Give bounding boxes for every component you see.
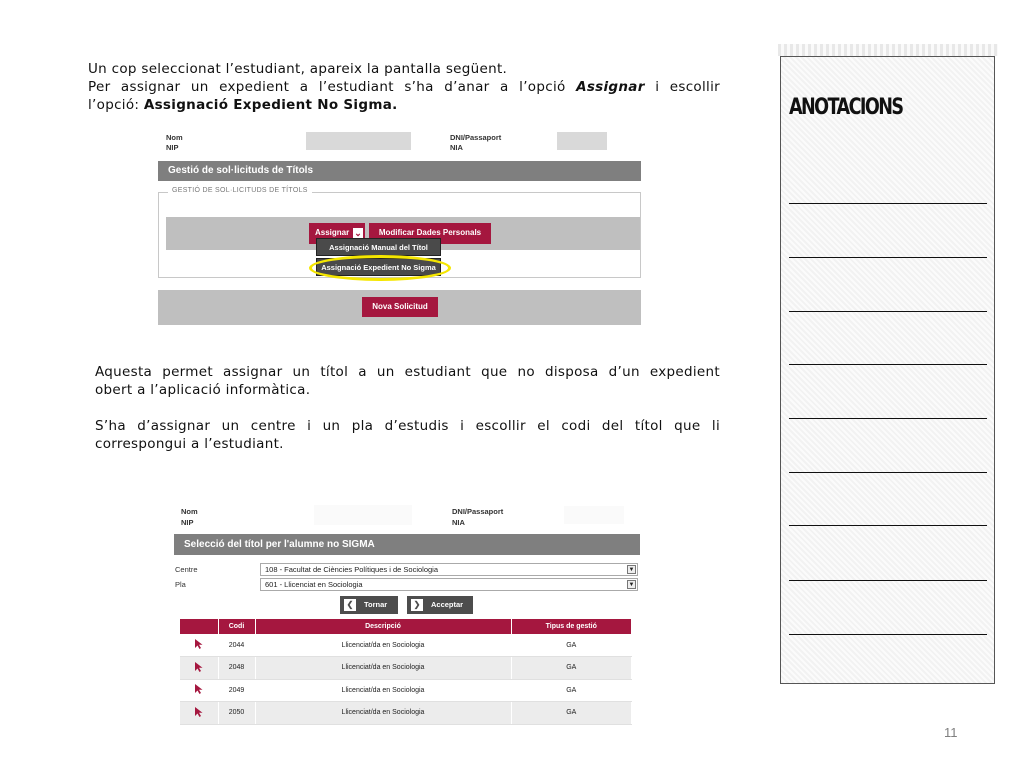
nia-label-2: NIA	[452, 518, 465, 527]
codi-cell: 2049	[218, 679, 255, 702]
descripcio-cell: Llicenciat/da en Sociologia	[255, 634, 511, 657]
highlight-ellipse	[309, 255, 451, 281]
notes-top-edge	[778, 44, 998, 56]
body-paragraph-2	[95, 417, 720, 453]
dni-value-box	[557, 132, 607, 150]
descripcio-cell: Llicenciat/da en Sociologia	[255, 657, 511, 680]
body-p1-line-2: obert a l’aplicació informàtica.	[95, 382, 311, 398]
nip-label: NIP	[166, 143, 179, 152]
column-codi: Codi	[218, 619, 255, 634]
anotacions-title: ANOTACIONS	[789, 95, 903, 120]
dni-label-2: DNI/Passaport	[452, 507, 504, 516]
table-row[interactable]	[180, 679, 632, 702]
pla-select[interactable]	[260, 578, 638, 591]
nia-label: NIA	[450, 143, 463, 152]
nom-value-box	[306, 132, 411, 150]
body-p1-line-1: Aquesta permet assignar un títol a un estudiant que no disposa d’un expedient	[95, 364, 720, 380]
codi-cell: 2048	[218, 657, 255, 680]
fieldset-legend: GESTIÓ DE SOL·LICITUDS DE TÍTOLS	[168, 187, 312, 194]
table-header	[180, 619, 632, 634]
tornar-label: Tornar	[364, 600, 388, 609]
table-row[interactable]	[180, 634, 632, 657]
section-title-bar: Gestió de sol·licituds de Títols	[158, 161, 641, 181]
codi-cell: 2044	[218, 634, 255, 657]
pla-label: Pla	[175, 580, 186, 589]
dropdown-arrow-icon[interactable]: ▼	[628, 582, 635, 588]
tipus-cell: GA	[511, 679, 632, 702]
screenshot-seleccio-titol	[174, 504, 640, 724]
forward-arrow-icon: ❯	[411, 599, 423, 611]
table-row[interactable]	[180, 657, 632, 680]
tipus-cell: GA	[511, 634, 632, 657]
nip-label-2: NIP	[181, 518, 194, 527]
nova-solicitud-button[interactable]: Nova Solicitud	[362, 297, 438, 317]
note-line	[789, 525, 987, 526]
pla-value: 601 - Llicenciat en Sociologia	[265, 580, 363, 589]
centre-label: Centre	[175, 565, 198, 574]
centre-value: 108 - Facultat de Ciències Polítiques i de Sociologia	[265, 565, 439, 574]
select-column-header	[180, 619, 218, 634]
column-descripcio: Descripció	[255, 619, 511, 634]
intro-paragraph	[88, 60, 720, 114]
pointer-icon[interactable]	[195, 662, 203, 672]
select-row-cell[interactable]	[180, 657, 218, 680]
assignar-label: Assignar	[315, 228, 350, 237]
body-p2-line-1: S’ha d’assignar un centre i un pla d’estudis i escollir el codi del títol que li	[95, 418, 720, 434]
acceptar-label: Acceptar	[431, 600, 464, 609]
body-p2-line-2: correspongui a l’estudiant.	[95, 436, 284, 452]
note-line	[789, 203, 987, 204]
menu-assignacio-no-sigma[interactable]: Assignació Expedient No Sigma	[316, 258, 441, 276]
note-line	[789, 472, 987, 473]
menu-assignacio-manual[interactable]: Assignació Manual del Títol	[316, 238, 441, 256]
tipus-cell: GA	[511, 702, 632, 725]
anotacions-panel	[780, 56, 995, 684]
nom-value-box-2	[314, 505, 412, 525]
note-line	[789, 257, 987, 258]
note-line	[789, 418, 987, 419]
modificar-dades-button[interactable]: Modificar Dades Personals	[369, 223, 491, 244]
back-arrow-icon: ❮	[344, 599, 356, 611]
acceptar-button[interactable]	[407, 596, 473, 614]
descripcio-cell: Llicenciat/da en Sociologia	[255, 702, 511, 725]
body-paragraph-1	[95, 363, 720, 399]
dni-value-box-2	[564, 506, 624, 524]
nom-label: Nom	[166, 133, 183, 142]
chevron-down-icon[interactable]: ⌄	[354, 228, 362, 238]
section-title-bar-2: Selecció del títol per l'alumne no SIGMA	[174, 534, 640, 555]
table-row[interactable]	[180, 702, 632, 725]
tornar-button[interactable]	[340, 596, 398, 614]
titols-table	[180, 619, 632, 725]
screenshot-gestio-sollicituds	[158, 130, 641, 325]
column-tipus: Tipus de gestió	[511, 619, 632, 634]
note-line	[789, 311, 987, 312]
note-line	[789, 364, 987, 365]
tipus-cell: GA	[511, 657, 632, 680]
page-number: 11	[944, 725, 958, 740]
select-row-cell[interactable]	[180, 679, 218, 702]
descripcio-cell: Llicenciat/da en Sociologia	[255, 679, 511, 702]
select-row-cell[interactable]	[180, 634, 218, 657]
select-row-cell[interactable]	[180, 702, 218, 725]
intro-line-1: Un cop seleccionat l’estudiant, apareix la pantalla següent.	[88, 61, 508, 77]
pointer-icon[interactable]	[195, 684, 203, 694]
nom-label-2: Nom	[181, 507, 198, 516]
pointer-icon[interactable]	[195, 639, 203, 649]
pointer-icon[interactable]	[195, 707, 203, 717]
dropdown-arrow-icon[interactable]: ▼	[628, 567, 635, 573]
intro-line-2: Per assignar un expedient a l’estudiant s’ha d’anar a l’opció Assignar i escollir	[88, 79, 720, 95]
centre-select[interactable]	[260, 563, 638, 576]
intro-line-3: l’opció: Assignació Expedient No Sigma.	[88, 97, 398, 113]
note-line	[789, 634, 987, 635]
codi-cell: 2050	[218, 702, 255, 725]
dni-label: DNI/Passaport	[450, 133, 502, 142]
note-line	[789, 580, 987, 581]
